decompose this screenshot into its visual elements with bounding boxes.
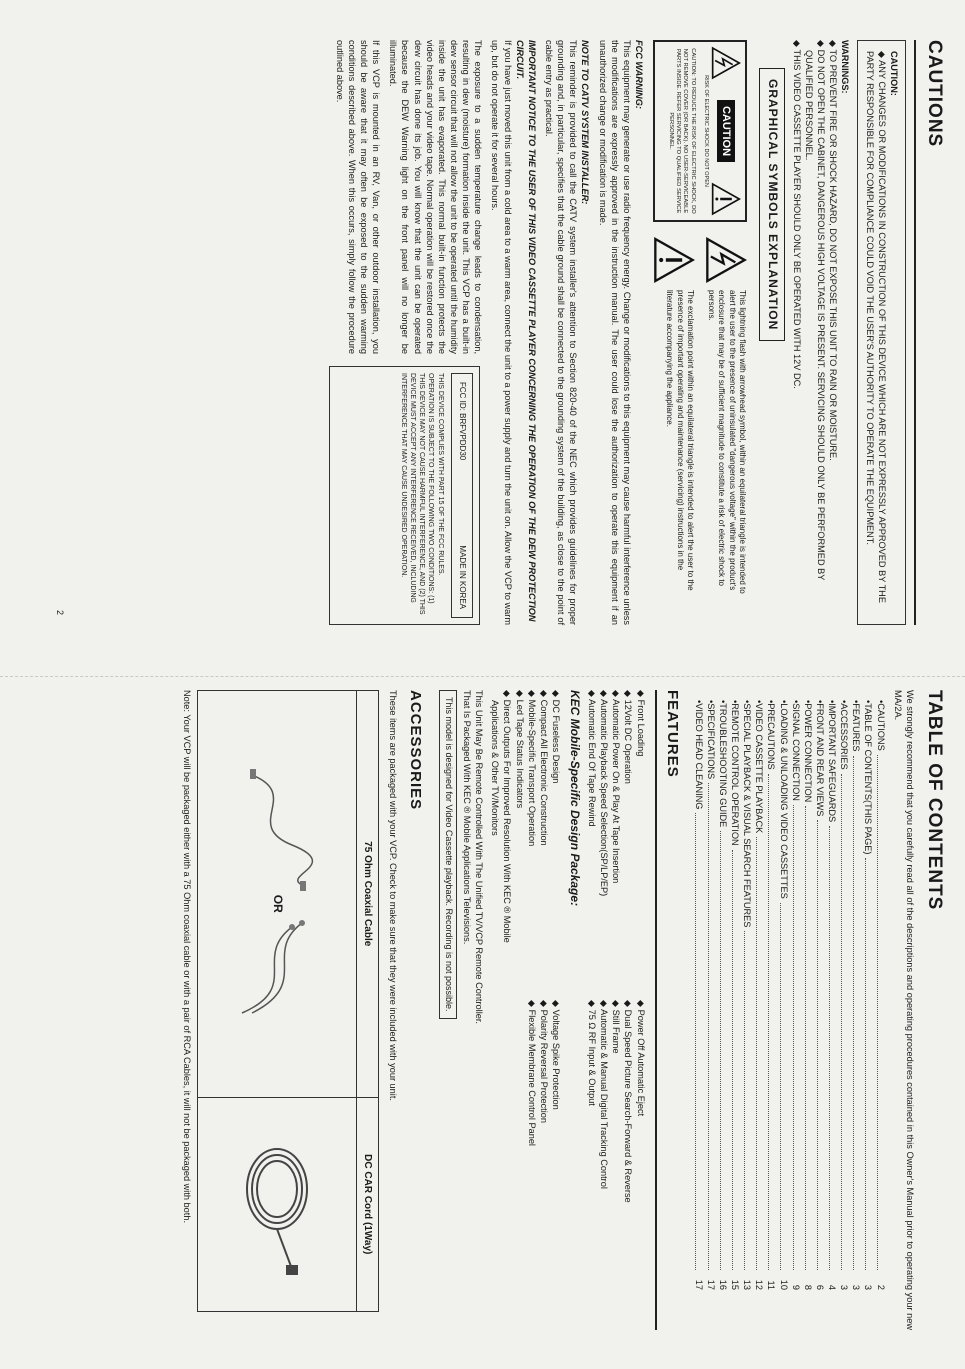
toc-bullet: • (827, 700, 838, 704)
lightning-explanation: This lightning flash with arrowhead symbol, within an equilateral triangle is intended to alert the user to the presence of uninsulated "dangerous voltage" within the product's enclosure that may be of sufficient magnitude to constitute a risk of electric shock to persons. (706, 290, 747, 594)
warnings-block (791, 40, 852, 625)
toc-bullet: • (693, 700, 704, 704)
toc-entry-name: FRONT AND REAR VIEWS (814, 703, 825, 817)
feature-item: ◆ Automatic & Manual Digital Tracking Control (599, 1000, 610, 1189)
toc-bullet: • (839, 700, 850, 704)
fcc-id: FCC ID: BRFVPDD30 (458, 382, 468, 461)
feature-item: ◆ Automatic Playback Speed Selection(SP/LP/EP) (599, 690, 610, 897)
toc-row (814, 690, 826, 1290)
dew-notice-heading: IMPORTANT NOTICE TO THE USER OF THIS VIDEO CASSETTE PLAYER CONCERNING THE OPERATION OF THE DEW PROTECTION CIRCUIT. (514, 40, 537, 622)
accessories-intro: These items are packaged with your VCP. Check to make sure that they were included with your unit. (388, 690, 399, 1101)
toc-leader-dots (793, 805, 794, 1270)
toc-row (838, 690, 850, 1290)
toc-leader-dots (780, 903, 781, 1270)
accessories-table (197, 690, 379, 1312)
playback-note: This model is designed for Video Cassette playback. Recording is not possible. (439, 690, 457, 1019)
toc-row (741, 690, 753, 1290)
contents-page (181, 690, 947, 1330)
symbols-heading: GRAPHICAL SYMBOLS EXPLANATION (759, 68, 785, 341)
toc-leader-dots (829, 826, 830, 1270)
toc-entry-page: 6 (814, 1284, 825, 1290)
accessories-title: ACCESSORIES (407, 690, 425, 811)
toc-row (705, 690, 717, 1290)
features-rule (655, 690, 657, 1330)
feature-item: ◆ Automatic Power On & Play At Tape Insertion (611, 690, 622, 884)
fcc-compliance-text: THIS DEVICE COMPLIES WITH PART 15 OF THE FCC RULES. OPERATION IS SUBJECT TO THE FOLLOWING TWO CONDITIONS: (1) THIS DEVICE MAY NOT CAUSE HARMFUL INTERFERENCE, AND (2) THIS DEVICE MUST ACCEPT ANY INTERFERENCE RECEIVED, INCLUDING INTERFERENCE THAT MAY CAUSE UNDESIRED OPERATION. (399, 373, 444, 615)
toc-row (862, 690, 874, 1290)
package-item: ◆ Mobile-Specific Transport Operation (526, 690, 537, 847)
toc-entry-name: LOADING & UNLOADING VIDEO CASSETTES (778, 703, 789, 899)
toc-leader-dots (865, 858, 866, 1270)
package-item: ◆ Direct Outputs For Improved Resolution With KEC ® Mobile Applications & Other TV/Monitors (490, 690, 513, 943)
dew-notice-p1: If you have just moved this unit from a cold area to a warm area, connect the unit to a power supply and turn the unit on. Allow the VCP to warm up, but do not operate it for several hours. (490, 40, 513, 625)
toc-entry-page: 11 (766, 1280, 777, 1290)
dc-cord-cell (198, 1097, 378, 1311)
toc-leader-dots (732, 850, 733, 1270)
dc-cord-caption: DC CAR Cord (1Way) (356, 1098, 378, 1311)
toc-bullet: • (705, 700, 716, 704)
feature-item: ◆ Power Off Automatic Eject (635, 1000, 646, 1117)
exclamation-triangle-icon (653, 236, 695, 284)
toc-entry-page: 4 (827, 1284, 838, 1290)
toc-entry-name: PRECAUTIONS (766, 703, 777, 770)
package-item: ◆ Compact All Electronic Construction (538, 690, 549, 846)
toc-leader-dots (708, 783, 709, 1270)
toc-row (692, 690, 704, 1290)
title-rule (914, 40, 916, 625)
caution-badge: CAUTION (717, 100, 736, 162)
coiled-cord-icon (222, 1129, 332, 1279)
toc-leader-dots (817, 820, 818, 1270)
toc-row (826, 690, 838, 1290)
toc-leader-dots (853, 756, 854, 1270)
toc-row (729, 690, 741, 1290)
cautions-page (329, 40, 947, 625)
toc-entry-page: 13 (742, 1279, 753, 1290)
toc-entry-name: CAUTIONS (875, 703, 886, 751)
fcc-compliance-box (329, 366, 481, 625)
caution-label-graphic (653, 40, 747, 222)
symbols-section (653, 40, 747, 625)
package-item: ◆ Led Tape Status Indicators (514, 690, 525, 809)
toc-bullet: • (863, 700, 874, 704)
exclamation-triangle-icon (711, 182, 741, 216)
toc-entry-page: 15 (729, 1279, 740, 1290)
lower-section (329, 40, 485, 625)
toc-entry-name: SIGNAL CONNECTION (790, 703, 801, 801)
toc-leader-dots (756, 837, 757, 1270)
caution-label: CAUTION: (888, 51, 899, 96)
toc-entry-name: SPECIFICATIONS (705, 703, 716, 780)
toc-list (692, 690, 886, 1290)
toc-row (717, 690, 729, 1290)
warning-item: ◆ TO PREVENT FIRE OR SHOCK HAZARD, DO NOT EXPOSE THIS UNIT TO RAIN OR MOISTURE. (828, 40, 839, 461)
toc-entry-name: REMOTE CONTROL OPERATION (729, 703, 740, 846)
package-item: ◆ Flexible Membrane Control Panel (526, 1000, 537, 1146)
dew-notice-p2: The exposure to a sudden temperature change leads to condensation, resulting in dew (moisture) formation inside the unit. This VCP has a built-in dew sensor circuit that will not allow the unit to be operated until the humidity inside the unit has evaporated. This normal built-in function protects the video heads and your video tape. Normal operation will be restored once the dew circuit has done its job. You will know that the unit can be operated because the DEW Warning light on the front panel will no longer be illuminated. (388, 40, 484, 354)
caution-label-text: CAUTION: TO REDUCE THE RISK OF ELECTRIC SHOCK, DO NOT REMOVE COVER (OR BACK). NO USER-SERVICEABLE PARTS INSIDE. REFER SERVICING TO QUALIFIED SERVICE PERSONNEL. (668, 48, 696, 214)
catv-text: This reminder is provided to call the CATV system installer's attention to Section 820-40 of the NEC which provides guidelines for proper grounding and, in particular, specifies that the cable ground shall be connected to the grounding system of the building, as close to the point of cable entry as practical. (543, 40, 579, 625)
toc-bullet: • (851, 700, 862, 704)
toc-entry-name: SPECIAL PLAYBACK & VISUAL SEARCH FEATURES (742, 703, 753, 928)
toc-bullet: • (754, 700, 765, 704)
toc-entry-name: FEATURES (851, 703, 862, 752)
toc-entry-page: 8 (802, 1284, 813, 1290)
fcc-heading: FCC WARNING: (633, 40, 644, 109)
toc-leader-dots (744, 931, 745, 1270)
toc-leader-dots (878, 755, 879, 1270)
toc-entry-page: 16 (717, 1279, 728, 1290)
toc-leader-dots (768, 774, 769, 1270)
coax-cell (198, 691, 378, 1097)
toc-leader-dots (805, 806, 806, 1270)
caution-text: ◆ ANY CHANGES OR MODIFICATIONS IN CONSTRUCTION OF THIS DEVICE WHICH ARE NOT EXPRESSLY APPROVED BY THE PARTY RESPONSIBLE FOR COMPLIANCE COULD VOID THE USER'S AUTHORITY TO OPERATE THE EQUIPMENT. (864, 51, 887, 603)
toc-bullet: • (766, 700, 777, 704)
toc-entry-page: 10 (778, 1279, 789, 1290)
coax-cable-icon (232, 765, 322, 895)
warning-item: ◆ THIS VIDEO CASSETTE PLAYER SHOULD ONLY BE OPERATED WITH 12V DC. (791, 40, 802, 389)
toc-entry-name: TABLE OF CONTENTS(THIS PAGE) (863, 703, 874, 855)
toc-bullet: • (729, 700, 740, 704)
toc-bullet: • (742, 700, 753, 704)
toc-title: TABLE OF CONTENTS (924, 690, 945, 911)
feature-item: ◆ Automatic End Of Tape Rewind (587, 690, 598, 827)
remote-line: This Unit May Be Remote Controlled With The Unified TV/VCP Remote Controller. (474, 690, 485, 1024)
toc-entry-page: 3 (863, 1284, 874, 1290)
warnings-label: WARNINGS: (840, 40, 851, 94)
feature-item: ◆ 75 Ω RF Input & Output (587, 1000, 598, 1106)
toc-entry-name: VIDEO CASSETTE PLAYBACK (754, 703, 765, 834)
feature-item: ◆ Front Loading (635, 690, 646, 757)
exclamation-explanation: The exclamation point within an equilateral triangle is intended to alert the user to the presence of important operating and maintenance (servicing) instructions in the literature accompanying the appliance. (665, 290, 695, 591)
package-heading: KEC Mobile-Specific Design Package: (567, 690, 582, 907)
package-list (489, 690, 562, 1330)
toc-entry-page: 2 (875, 1284, 886, 1290)
package-item: ◆ Polarity Reversal Protection (538, 1000, 549, 1123)
coax-caption: 75 Ohm Coaxial Cable (356, 691, 378, 1097)
toc-intro: We strongly recommend that you carefully read all of the descriptions and operating procedures contained in this Owner's Manual prior to operating your new MA/2A. (892, 690, 915, 1330)
toc-bullet: • (717, 700, 728, 704)
toc-row (850, 690, 862, 1290)
toc-entry-page: 17 (705, 1279, 716, 1290)
coax-illustration (198, 691, 356, 1097)
toc-entry-name: ACCESSORIES (839, 703, 850, 770)
package-item: ◆ DC Fuseless Design (551, 690, 562, 784)
made-in: MADE IN KOREA (458, 545, 468, 609)
feature-item: ◆ Dual Speed Picture Search-Forward & Reverse (623, 1000, 634, 1203)
toc-row (777, 690, 789, 1290)
warning-item: ◆ DO NOT OPEN THE CABINET, DANGEROUS HIGH VOLTAGE IS PRESENT. SERVICING SHOULD ONLY BE PERFORMED BY QUALIFIED PERSONNEL. (804, 40, 827, 581)
page-number: 2 (55, 610, 65, 616)
toc-row (875, 690, 887, 1290)
features-title: FEATURES (664, 690, 682, 778)
catv-heading: NOTE TO CATV SYSTEM INSTALLER: (580, 40, 591, 205)
toc-entry-name: VIDEO HEAD CLEANING (693, 703, 704, 810)
accessories-note: Note: Your VCP will be packaged either with a 75 Ohm coaxial cable or with a pair of RCA Cables, it will not be packaged with both. (182, 690, 193, 1223)
cautions-title: CAUTIONS (924, 40, 945, 148)
toc-entry-name: TROUBLESHOOTING GUIDE (717, 703, 728, 828)
toc-leader-dots (841, 774, 842, 1270)
or-label: OR (270, 894, 285, 913)
dew-notice-p3: If this VCP is mounted in an RV, Van, or other outdoor installation, you should be aware that it may often be exposed to the sudden warming conditions described above. When this occurs, simply follow the procedure outlined above. (334, 40, 382, 354)
rca-cables-icon (232, 913, 322, 1023)
lightning-triangle-icon (711, 46, 741, 80)
toc-entry-name: IMPORTANT SAFEGUARDS (827, 703, 838, 823)
toc-entry-page: 12 (754, 1279, 765, 1290)
toc-entry-page: 17 (693, 1279, 704, 1290)
toc-entry-page: 3 (839, 1284, 850, 1290)
caution-badge-subtext: RISK OF ELECTRIC SHOCK DO NOT OPEN (702, 75, 709, 187)
fcc-text: This equipment may generate or use radio frequency energy. Change or modifications to this equipment may cause harmful interference unless the modifications are expressly approved in the instruction manual. The user could lose the authorization to operate this equipment if an unauthorized change or modification is made. (597, 40, 632, 625)
toc-bullet: • (790, 700, 801, 704)
feature-item: ◆ 12Volt DC Operation (623, 690, 634, 784)
features-list (586, 690, 647, 1330)
toc-entry-page: 9 (790, 1284, 801, 1290)
toc-entry-page: 3 (851, 1284, 862, 1290)
toc-entry-name: POWER CONNECTION (802, 703, 813, 803)
toc-leader-dots (695, 813, 696, 1270)
toc-leader-dots (720, 831, 721, 1270)
toc-bullet: • (814, 700, 825, 704)
packaged-line: That Is Packaged With KEC ® Mobile Applications Televisions. (462, 690, 473, 945)
symbol-explanations (653, 236, 747, 596)
toc-row (802, 690, 814, 1290)
toc-row (753, 690, 765, 1290)
toc-bullet: • (875, 700, 886, 704)
package-item: ◆ Voltage Spike Protection (551, 1000, 562, 1110)
caution-box (858, 40, 906, 625)
toc-row (765, 690, 777, 1290)
toc-bullet: • (778, 700, 789, 704)
lightning-triangle-icon (705, 236, 747, 284)
toc-bullet: • (802, 700, 813, 704)
dc-cord-illustration (198, 1098, 356, 1311)
toc-row (790, 690, 802, 1290)
feature-item: ◆ Still Frame (611, 1000, 622, 1054)
